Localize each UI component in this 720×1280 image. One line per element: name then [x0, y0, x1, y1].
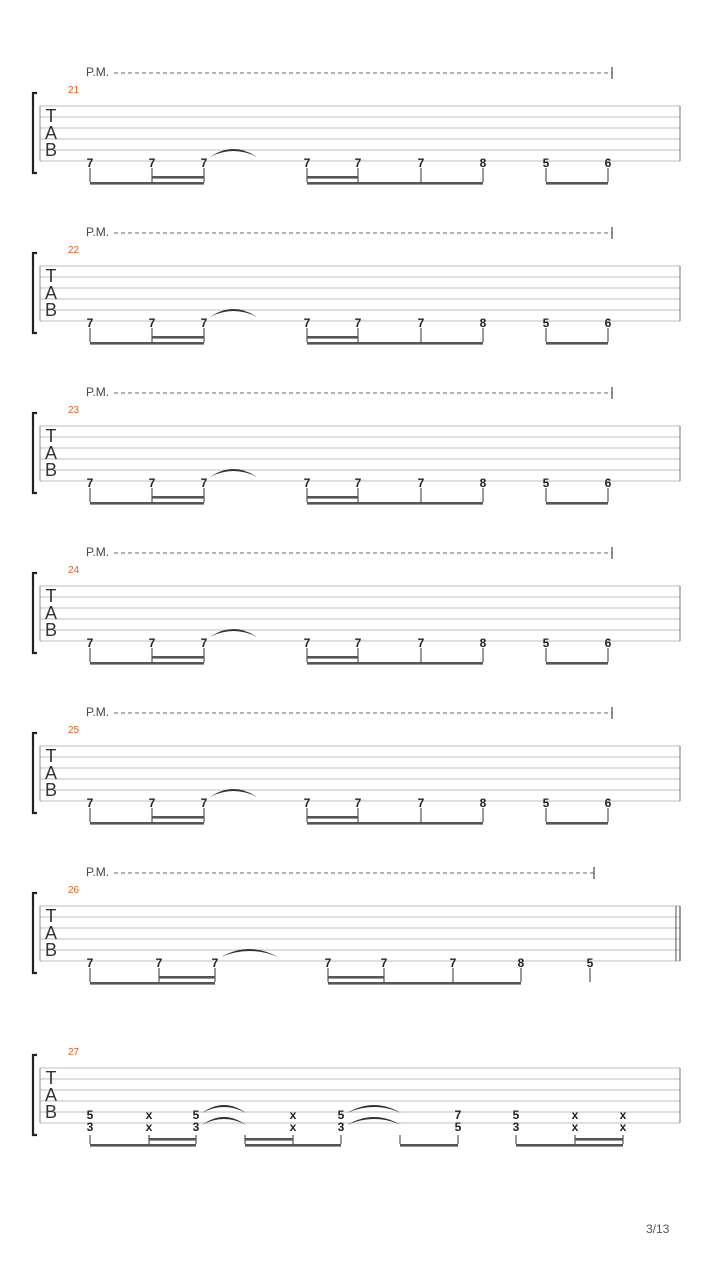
tab-clef-t: T: [45, 266, 57, 286]
beam: [384, 982, 453, 985]
fret-number: 7: [148, 156, 156, 170]
fret-number: 7: [200, 796, 208, 810]
chord-fret-lower: x: [289, 1120, 297, 1134]
chord-fret-upper: 7: [454, 1108, 462, 1122]
beam: [546, 342, 608, 345]
beam: [575, 1138, 623, 1141]
chord-fret-upper: x: [289, 1108, 297, 1122]
fret-number: 7: [303, 156, 311, 170]
tab-clef-a: A: [44, 443, 58, 463]
fret-number: 7: [86, 956, 94, 970]
fret-number: 8: [479, 476, 487, 490]
fret-number: 5: [586, 956, 594, 970]
fret-number: 7: [354, 156, 362, 170]
beam: [149, 1138, 196, 1141]
chord-fret-upper: 5: [192, 1108, 200, 1122]
system-bracket: [33, 893, 37, 973]
chord-fret-upper: x: [619, 1108, 627, 1122]
bar-number: 27: [68, 1047, 80, 1058]
beam: [358, 182, 421, 185]
chord-fret-lower: 3: [86, 1120, 94, 1134]
fret-number: 7: [354, 796, 362, 810]
fret-number: 7: [354, 636, 362, 650]
chord-fret-upper: 5: [512, 1108, 520, 1122]
beam: [516, 1144, 623, 1147]
fret-number: 7: [200, 476, 208, 490]
beam: [307, 496, 358, 499]
fret-number: 7: [86, 476, 94, 490]
tab-clef-t: T: [45, 1068, 57, 1088]
chord-fret-lower: x: [571, 1120, 579, 1134]
beam: [358, 342, 421, 345]
system-bracket: [33, 733, 37, 813]
beam: [307, 182, 358, 185]
beam: [546, 822, 608, 825]
beam: [546, 182, 608, 185]
tab-clef-b: B: [44, 780, 58, 800]
tab-clef-t: T: [45, 586, 57, 606]
fret-number: 7: [303, 796, 311, 810]
beam: [546, 502, 608, 505]
chord-fret-upper: 5: [86, 1108, 94, 1122]
palm-mute-label: P.M.: [86, 705, 110, 719]
fret-number: 7: [86, 636, 94, 650]
system-bracket: [33, 253, 37, 333]
beam: [328, 982, 384, 985]
tab-clef-t: T: [45, 746, 57, 766]
fret-number: 8: [479, 156, 487, 170]
tab-clef-b: B: [44, 940, 58, 960]
measure-27: [33, 1047, 680, 1147]
tie-arc: [347, 1117, 401, 1125]
palm-mute-label: P.M.: [86, 65, 110, 79]
fret-number: 7: [200, 636, 208, 650]
beam: [159, 976, 215, 979]
fret-number: 8: [479, 316, 487, 330]
fret-number: 8: [479, 636, 487, 650]
chord-fret-lower: x: [145, 1120, 153, 1134]
beam: [90, 502, 204, 505]
chord-fret-upper: 5: [337, 1108, 345, 1122]
beam: [307, 656, 358, 659]
beam: [245, 1138, 293, 1141]
fret-number: 5: [542, 796, 550, 810]
beam: [152, 656, 204, 659]
fret-number: 7: [303, 316, 311, 330]
measure-21: [33, 65, 680, 185]
tab-clef-t: T: [45, 426, 57, 446]
chord-fret-lower: x: [619, 1120, 627, 1134]
tab-clef-b: B: [44, 620, 58, 640]
beam: [421, 182, 483, 185]
fret-number: 6: [604, 476, 612, 490]
beam: [453, 982, 521, 985]
beam: [400, 1144, 458, 1147]
fret-number: 6: [604, 156, 612, 170]
tie-arc: [202, 1117, 246, 1125]
beam: [307, 342, 358, 345]
tab-clef-a: A: [44, 603, 58, 623]
fret-number: 5: [542, 636, 550, 650]
palm-mute-label: P.M.: [86, 865, 110, 879]
beam: [307, 176, 358, 179]
chord-fret-upper: x: [571, 1108, 579, 1122]
beam: [328, 976, 384, 979]
measure-22: [33, 225, 680, 345]
fret-number: 7: [200, 156, 208, 170]
fret-number: 7: [200, 316, 208, 330]
tab-clef-b: B: [44, 1102, 58, 1122]
beam: [90, 1144, 196, 1147]
beam: [307, 822, 358, 825]
beam: [421, 822, 483, 825]
fret-number: 7: [324, 956, 332, 970]
beam: [421, 342, 483, 345]
fret-number: 5: [542, 156, 550, 170]
fret-number: 7: [417, 796, 425, 810]
beam: [152, 336, 204, 339]
bar-number: 26: [68, 885, 80, 896]
page-number: 3/13: [646, 1222, 670, 1236]
beam: [90, 182, 204, 185]
fret-number: 7: [417, 156, 425, 170]
fret-number: 5: [542, 316, 550, 330]
fret-number: 7: [449, 956, 457, 970]
beam: [245, 1144, 341, 1147]
palm-mute-label: P.M.: [86, 385, 110, 399]
beam: [307, 336, 358, 339]
beam: [358, 822, 421, 825]
bar-number: 24: [68, 565, 80, 576]
fret-number: 7: [417, 636, 425, 650]
fret-number: 7: [86, 796, 94, 810]
tab-clef-t: T: [45, 106, 57, 126]
fret-number: 7: [211, 956, 219, 970]
beam: [546, 662, 608, 665]
palm-mute-label: P.M.: [86, 225, 110, 239]
fret-number: 7: [354, 476, 362, 490]
tab-clef-a: A: [44, 923, 58, 943]
fret-number: 7: [148, 636, 156, 650]
beam: [358, 502, 421, 505]
beam: [152, 176, 204, 179]
beam: [307, 816, 358, 819]
fret-number: 7: [417, 316, 425, 330]
tab-clef-b: B: [44, 300, 58, 320]
measure-26: [33, 865, 680, 985]
fret-number: 7: [86, 156, 94, 170]
bar-number: 23: [68, 405, 80, 416]
fret-number: 8: [479, 796, 487, 810]
fret-number: 6: [604, 796, 612, 810]
measure-25: [33, 705, 680, 825]
fret-number: 7: [354, 316, 362, 330]
system-bracket: [33, 93, 37, 173]
fret-number: 7: [148, 796, 156, 810]
tab-clef-a: A: [44, 123, 58, 143]
tab-clef-b: B: [44, 140, 58, 160]
chord-fret-lower: 3: [192, 1120, 200, 1134]
system-bracket: [33, 573, 37, 653]
beam: [152, 496, 204, 499]
fret-number: 7: [148, 476, 156, 490]
beam: [421, 502, 483, 505]
chord-fret-upper: x: [145, 1108, 153, 1122]
tab-clef-t: T: [45, 906, 57, 926]
beam: [421, 662, 483, 665]
fret-number: 7: [155, 956, 163, 970]
system-bracket: [33, 1055, 37, 1135]
tab-clef-b: B: [44, 460, 58, 480]
bar-number: 21: [68, 85, 80, 96]
fret-number: 6: [604, 316, 612, 330]
beam: [90, 982, 215, 985]
system-bracket: [33, 413, 37, 493]
beam: [152, 816, 204, 819]
fret-number: 7: [303, 476, 311, 490]
palm-mute-label: P.M.: [86, 545, 110, 559]
fret-number: 7: [303, 636, 311, 650]
measure-24: [33, 545, 680, 665]
chord-fret-lower: 5: [454, 1120, 462, 1134]
fret-number: 6: [604, 636, 612, 650]
bar-number: 22: [68, 245, 80, 256]
chord-fret-lower: 3: [512, 1120, 520, 1134]
fret-number: 5: [542, 476, 550, 490]
tab-clef-a: A: [44, 283, 58, 303]
measure-23: [33, 385, 680, 505]
beam: [358, 662, 421, 665]
fret-number: 7: [380, 956, 388, 970]
tab-clef-a: A: [44, 1085, 58, 1105]
beam: [307, 662, 358, 665]
bar-number: 25: [68, 725, 80, 736]
fret-number: 8: [517, 956, 525, 970]
fret-number: 7: [417, 476, 425, 490]
fret-number: 7: [148, 316, 156, 330]
beam: [90, 662, 204, 665]
beam: [90, 822, 204, 825]
beam: [307, 502, 358, 505]
chord-fret-lower: 3: [337, 1120, 345, 1134]
beam: [90, 342, 204, 345]
fret-number: 7: [86, 316, 94, 330]
tab-clef-a: A: [44, 763, 58, 783]
